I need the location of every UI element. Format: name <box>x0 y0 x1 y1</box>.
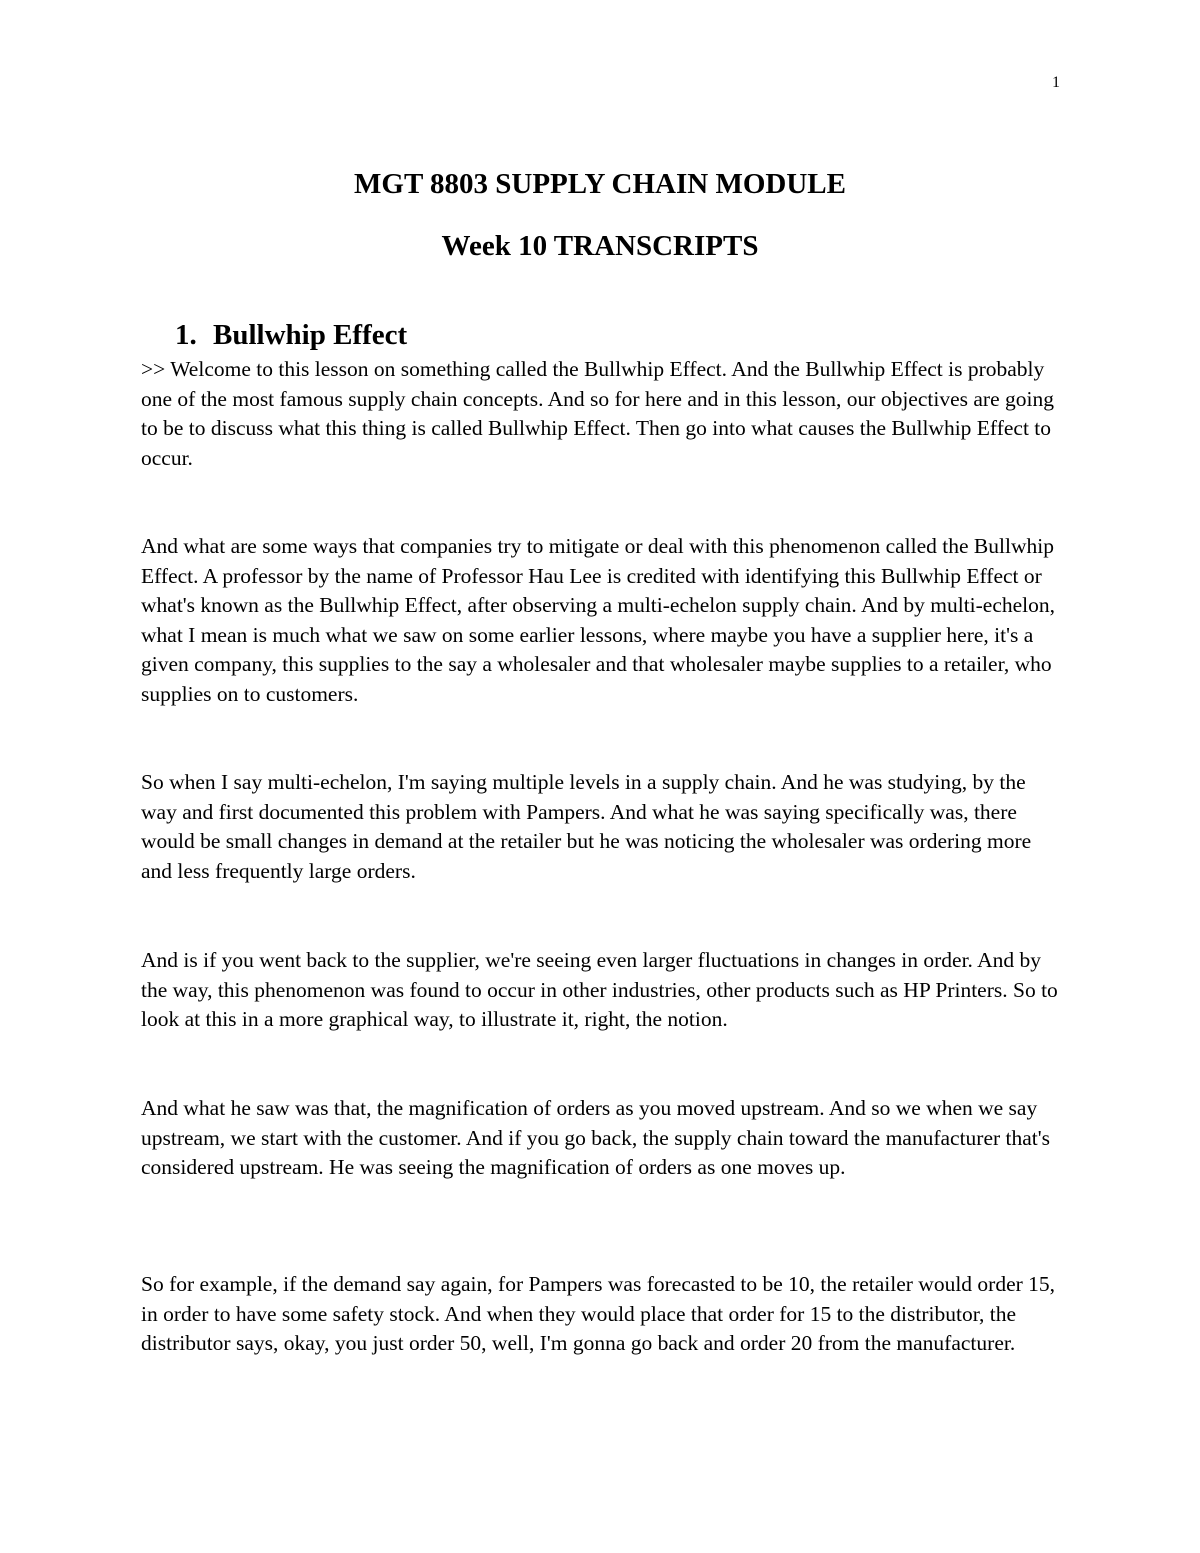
document-subtitle: Week 10 TRANSCRIPTS <box>441 230 759 262</box>
section-heading <box>175 316 407 354</box>
page-number: 1 <box>1052 74 1060 91</box>
paragraph: So for example, if the demand say again, for Pampers was forecasted to be 10, the retailer would order 15, in order to have some safety stock. And when they would place that order for 15 to the distributor, the distributor says, okay, you just order 50, well, I'm gonna go back and order 20 from the manufacturer. <box>141 1272 1056 1355</box>
paragraph: And is if you went back to the supplier, we're seeing even larger fluctuations in changes in order. And by the way, this phenomenon was found to occur in other industries, other products such as HP Printers. So to look at this in a more graphical way, to illustrate it, right, the notion. <box>141 948 1058 1031</box>
section-number: 1. <box>175 319 197 351</box>
section-title: Bullwhip Effect <box>213 319 408 351</box>
paragraph: >> Welcome to this lesson on something called the Bullwhip Effect. And the Bullwhip Effect is probably one of the most famous supply chain concepts. And so for here and in this lesson, our objectives are going to be to discuss what this thing is called Bullwhip Effect. Then go into what causes the Bullwhip Effect to occur. <box>141 357 1054 470</box>
paragraph: And what are some ways that companies try to mitigate or deal with this phenomenon called the Bullwhip Effect. A professor by the name of Professor Hau Lee is credited with identifying this Bullwhip Effect or what's known as the Bullwhip Effect, after observing a multi-echelon supply chain. And by multi-echelon, what I mean is much what we saw on some earlier lessons, where maybe you have a supplier here, it's a given company, this supplies to the say a wholesaler and that wholesaler maybe supplies to a retailer, who supplies on to customers. <box>141 534 1056 706</box>
paragraph: And what he saw was that, the magnification of orders as you moved upstream. And so we when we say upstream, we start with the customer. And if you go back, the supply chain toward the manufacturer that's considered upstream. He was seeing the magnification of orders as one moves up. <box>141 1096 1051 1179</box>
paragraph: So when I say multi-echelon, I'm saying multiple levels in a supply chain. And he was studying, by the way and first documented this problem with Pampers. And what he was saying specifically was, there would be small changes in demand at the retailer but he was noticing the wholesaler was ordering more and less frequently large orders. <box>141 770 1032 883</box>
document-title: MGT 8803 SUPPLY CHAIN MODULE <box>354 168 846 200</box>
